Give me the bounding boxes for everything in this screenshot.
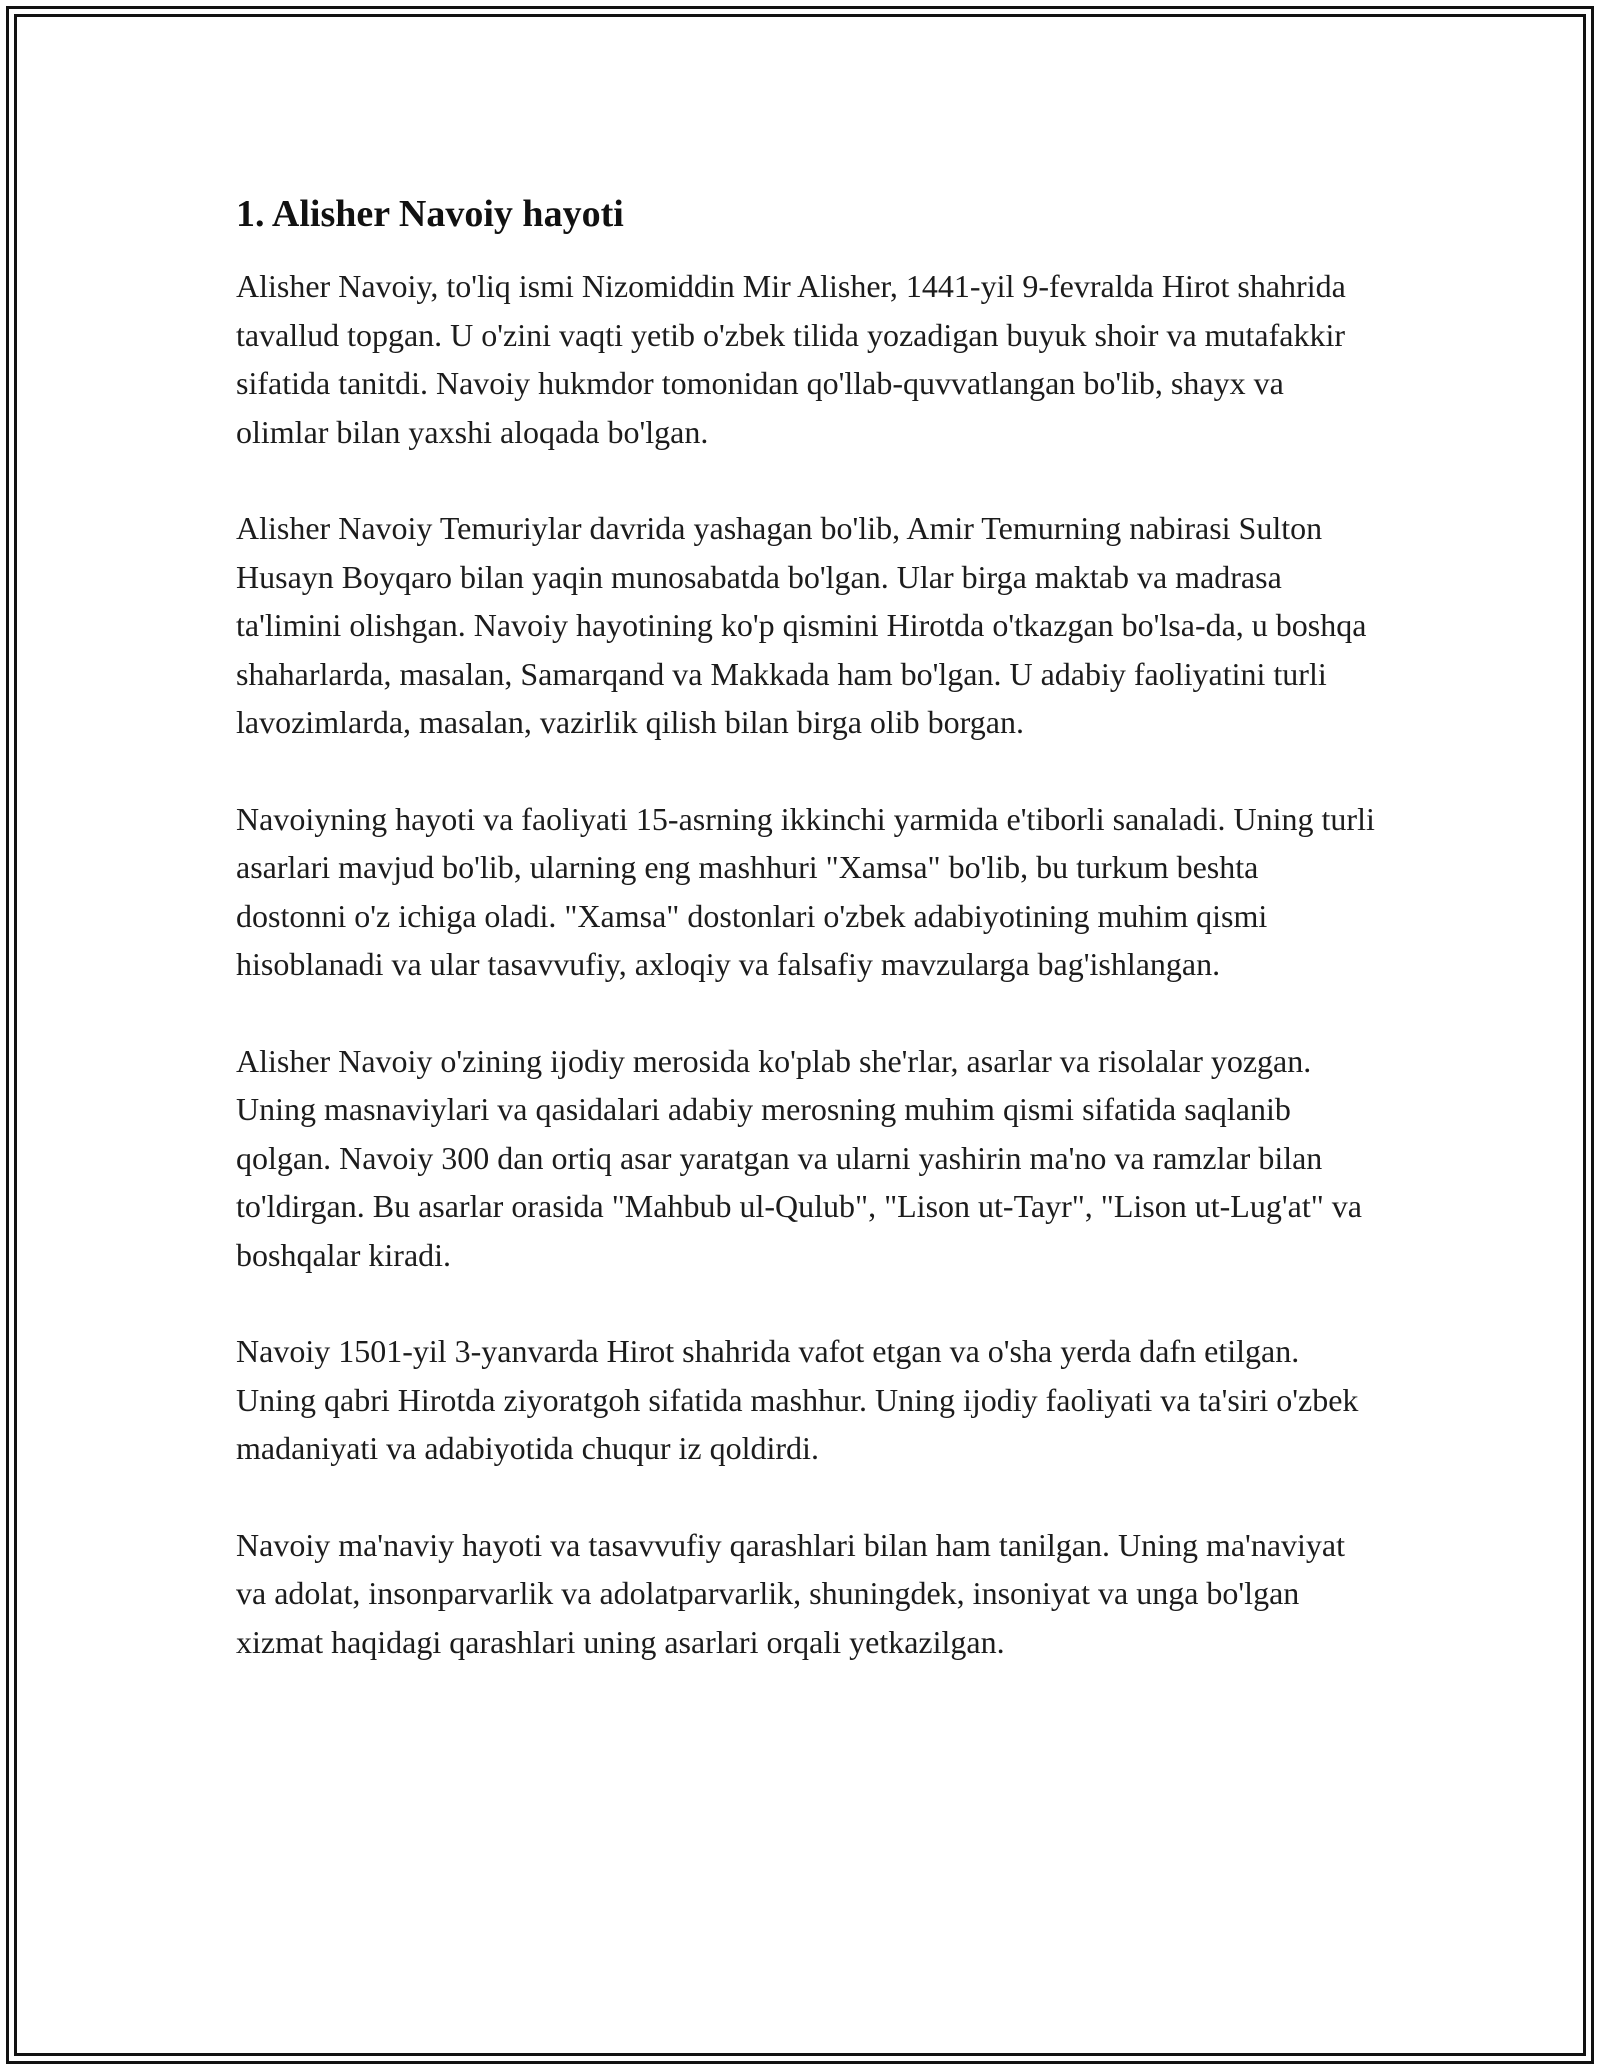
paragraph-4: Alisher Navoiy o'zining ijodiy merosida ko'plab she'rlar, asarlar va risolalar yozgan. Uning masnaviylari va qasidalari adabiy merosning muhim qismi sifatida saqlanib qolgan. Navoiy 300 dan ortiq asar yaratgan va ularni yashirin ma'no va ramzlar bilan to'ldirgan. Bu asarlar orasida "Mahbub ul-Qulub", "Lison ut-Tayr", "Lison ut-Lug'at" va boshqalar kiradi. xyxy=(236,1042,1362,1273)
section-heading: 1. Alisher Navoiy hayoti xyxy=(236,193,624,235)
paragraph-6: Navoiy ma'naviy hayoti va tasavvufiy qarashlari bilan ham tanilgan. Uning ma'naviyat va adolat, insonparvarlik va adolatparvarlik, shuningdek, insoniyat va unga bo'lgan xizmat haqidagi qarashlari uning asarlari orqali yetkazilgan. xyxy=(236,1526,1345,1660)
paragraph-1: Alisher Navoiy, to'liq ismi Nizomiddin Mir Alisher, 1441-yil 9-fevralda Hirot shahrida tavallud topgan. U o'zini vaqti yetib o'zbek tilida yozadigan buyuk shoir va mutafakkir sifatida tanitdi. Navoiy hukmdor tomonidan qo'llab-quvvatlangan bo'lib, shayx va olimlar bilan yaxshi aloqada bo'lgan. xyxy=(236,268,1346,450)
paragraph-5: Navoiy 1501-yil 3-yanvarda Hirot shahrida vafot etgan va o'sha yerda dafn etilgan. Uning qabri Hirotda ziyoratgoh sifatida mashhur. Uning ijodiy faoliyati va ta'siri o'zbek madaniyati va adabiyotida chuqur iz qoldirdi. xyxy=(236,1333,1359,1466)
paragraph-2: Alisher Navoiy Temuriylar davrida yashagan bo'lib, Amir Temurning nabirasi Sulton Husayn Boyqaro bilan yaqin munosabatda bo'lgan. Ular birga maktab va madrasa ta'limini olishgan. Navoiy hayotining ko'p qismini Hirotda o'tkazgan bo'lsa-da, u boshqa shaharlarda, masalan, Samarqand va Makkada ham bo'lgan. U adabiy faoliyatini turli lavozimlarda, masalan, vazirlik qilish bilan birga olib borgan. xyxy=(236,510,1367,740)
document-body xyxy=(236,188,1376,1714)
paragraph-3: Navoiyning hayoti va faoliyati 15-asrning ikkinchi yarmida e'tiborli sanaladi. Uning turli asarlari mavjud bo'lib, ularning eng mashhuri "Xamsa" bo'lib, bu turkum beshta dostonni o'z ichiga oladi. "Xamsa" dostonlari o'zbek adabiyotining muhim qismi hisoblanadi va ular tasavvufiy, axloqiy va falsafiy mavzularga bag'ishlangan. xyxy=(236,800,1375,982)
